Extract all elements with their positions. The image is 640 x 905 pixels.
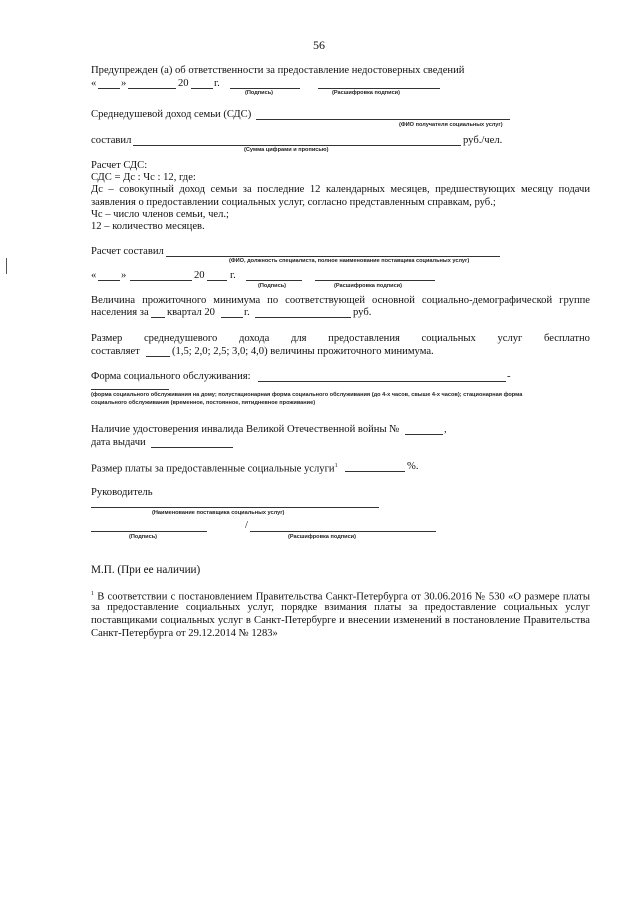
subsistence-unit: руб. bbox=[353, 307, 372, 318]
footnote-line2: за предоставление социальных услуг, порядке взимания платы за предоставление социальных услуг bbox=[91, 602, 590, 613]
service-form-field-continued[interactable] bbox=[91, 389, 169, 390]
fee-label bbox=[91, 460, 338, 476]
free-size-word: Размер bbox=[91, 333, 123, 344]
amount-label: составил bbox=[91, 135, 132, 146]
def-dc-line1: Дс – совокупный доход семьи за последние 12 календарных месяцев, предшествующих месяцу подачи bbox=[91, 184, 590, 195]
scan-mark bbox=[6, 258, 7, 274]
calc-formula: СДС = Дс : Чс : 12, где: bbox=[91, 172, 196, 183]
free-size-word: дохода bbox=[238, 333, 270, 344]
head-signature-field[interactable] bbox=[91, 531, 207, 532]
free-size-amounts: составляет bbox=[91, 346, 140, 357]
multiplier-field[interactable] bbox=[146, 356, 170, 357]
subsistence-line1: Величина прожиточного минимума по соответствующей основной социально-демографической группе bbox=[91, 295, 590, 306]
amount-unit: руб./чел. bbox=[463, 135, 503, 146]
footnote-ref: 1 bbox=[334, 463, 338, 469]
warning-text: Предупрежден (а) об ответственности за предоставление недостоверных сведений bbox=[91, 65, 465, 76]
caption-signature-decoding: (Расшифровка подписи) bbox=[332, 90, 400, 96]
signature-field[interactable] bbox=[230, 88, 300, 89]
calc-date-close-quote: » bbox=[121, 270, 127, 281]
head-label: Руководитель bbox=[91, 487, 153, 498]
fee-percent-field[interactable] bbox=[345, 471, 405, 472]
veteran-certificate-label: Наличие удостоверения инвалида Великой Отечественной войны № bbox=[91, 424, 400, 435]
subsistence-amount-field[interactable] bbox=[255, 317, 351, 318]
provider-name-field[interactable] bbox=[91, 507, 379, 508]
def-dc-line2: заявления о предоставлении социальных услуг, согласно представленным справкам, руб.; bbox=[91, 197, 496, 208]
service-form-caption-line1: (форма социального обслуживания на дому; полустационарная форма социального обслуживания (до 4-х часов, свыше 4-х часов); стационарная форма bbox=[91, 392, 523, 398]
year-suffix: г. bbox=[214, 78, 220, 89]
free-size-word: предоставления bbox=[328, 333, 400, 344]
head-slash: / bbox=[245, 520, 248, 531]
year-field[interactable] bbox=[191, 88, 213, 89]
calc-year-field[interactable] bbox=[207, 280, 227, 281]
date-open-quote: « bbox=[91, 78, 97, 89]
caption-specialist: (ФИО, должность специалиста, полное наименование поставщика социальных услуг) bbox=[229, 258, 470, 264]
calc-by-label: Расчет составил bbox=[91, 246, 164, 257]
footnote-line4: Санкт-Петербурга от 29.12.2014 № 1283» bbox=[91, 628, 278, 639]
calc-date-open-quote: « bbox=[91, 270, 97, 281]
date-close-quote: » bbox=[121, 78, 127, 89]
subsistence-quarter: квартал 20 bbox=[167, 307, 215, 318]
free-size-word: социальных bbox=[421, 333, 476, 344]
specialist-field[interactable] bbox=[166, 256, 500, 257]
recipient-fio-field[interactable] bbox=[256, 119, 510, 120]
head-caption-decoding: (Расшифровка подписи) bbox=[288, 534, 356, 540]
calc-day-field[interactable] bbox=[98, 280, 120, 281]
page-number: 56 bbox=[313, 38, 325, 52]
service-form-field[interactable] bbox=[258, 381, 506, 382]
subsistence-year-suffix: г. bbox=[244, 307, 250, 318]
income-label: Среднедушевой доход семьи (СДС) bbox=[91, 109, 252, 120]
fee-unit: %. bbox=[407, 461, 419, 472]
service-form-label: Форма социального обслуживания: bbox=[91, 371, 251, 382]
service-form-caption-line2: социального обслуживания (временное, постоянное, пятидневное проживание) bbox=[91, 400, 316, 406]
free-size-line1 bbox=[91, 332, 590, 345]
caption-recipient-fio: (ФИО получателя социальных услуг) bbox=[399, 122, 503, 128]
calc-signature-decoding-field[interactable] bbox=[315, 280, 435, 281]
head-caption-signature: (Подпись) bbox=[129, 534, 158, 540]
calc-year-prefix: 20 bbox=[194, 270, 205, 281]
signature-decoding-field[interactable] bbox=[318, 88, 440, 89]
free-size-word: услуг bbox=[497, 333, 523, 344]
caption-signature: (Подпись) bbox=[245, 90, 274, 96]
calc-month-field[interactable] bbox=[130, 280, 192, 281]
footnote-line3: поставщиками социальных услуг в Санкт-Петербурге и внесении изменений в постановление Правительства bbox=[91, 615, 590, 626]
caption-provider-name: (Наименование поставщика социальных услуг) bbox=[152, 510, 285, 516]
calc-title: Расчет СДС: bbox=[91, 160, 148, 171]
veteran-certificate-number-field[interactable] bbox=[405, 434, 443, 435]
issue-date-label: дата выдачи bbox=[91, 437, 146, 448]
veteran-certificate-comma: , bbox=[444, 424, 447, 435]
fee-label-text: Размер платы за предоставленные социальные услуги bbox=[91, 463, 335, 475]
subsistence-for: населения за bbox=[91, 307, 149, 318]
stamp-place: М.П. (При ее наличии) bbox=[91, 564, 201, 576]
caption-sum: (Сумма цифрами и прописью) bbox=[244, 147, 329, 153]
def-12: 12 – количество месяцев. bbox=[91, 221, 205, 232]
quarter-field[interactable] bbox=[151, 317, 165, 318]
def-chs: Чс – число членов семьи, чел.; bbox=[91, 209, 229, 220]
footnote-line1-text: В соответствии с постановлением Правительства Санкт-Петербурга от 30.06.2016 № 530 «О размере платы bbox=[97, 591, 590, 603]
free-size-word: для bbox=[290, 333, 307, 344]
calc-caption-decoding: (Расшифровка подписи) bbox=[334, 283, 402, 289]
free-size-options: (1,5; 2,0; 2,5; 3,0; 4,0) величины прожиточного минимума. bbox=[172, 346, 434, 357]
month-field[interactable] bbox=[128, 88, 176, 89]
year-prefix: 20 bbox=[178, 78, 189, 89]
calc-year-suffix: г. bbox=[230, 270, 236, 281]
subsistence-year-field[interactable] bbox=[221, 317, 243, 318]
calc-signature-field[interactable] bbox=[246, 280, 302, 281]
issue-date-field[interactable] bbox=[151, 447, 233, 448]
footnote-mark: 1 bbox=[91, 591, 94, 597]
free-size-word: бесплатно bbox=[544, 333, 590, 344]
free-size-word: среднедушевого bbox=[143, 333, 218, 344]
head-signature-decoding-field[interactable] bbox=[250, 531, 436, 532]
calc-caption-signature: (Подпись) bbox=[258, 283, 287, 289]
service-form-trail: - bbox=[507, 371, 511, 382]
amount-field[interactable] bbox=[133, 145, 461, 146]
day-field[interactable] bbox=[98, 88, 120, 89]
